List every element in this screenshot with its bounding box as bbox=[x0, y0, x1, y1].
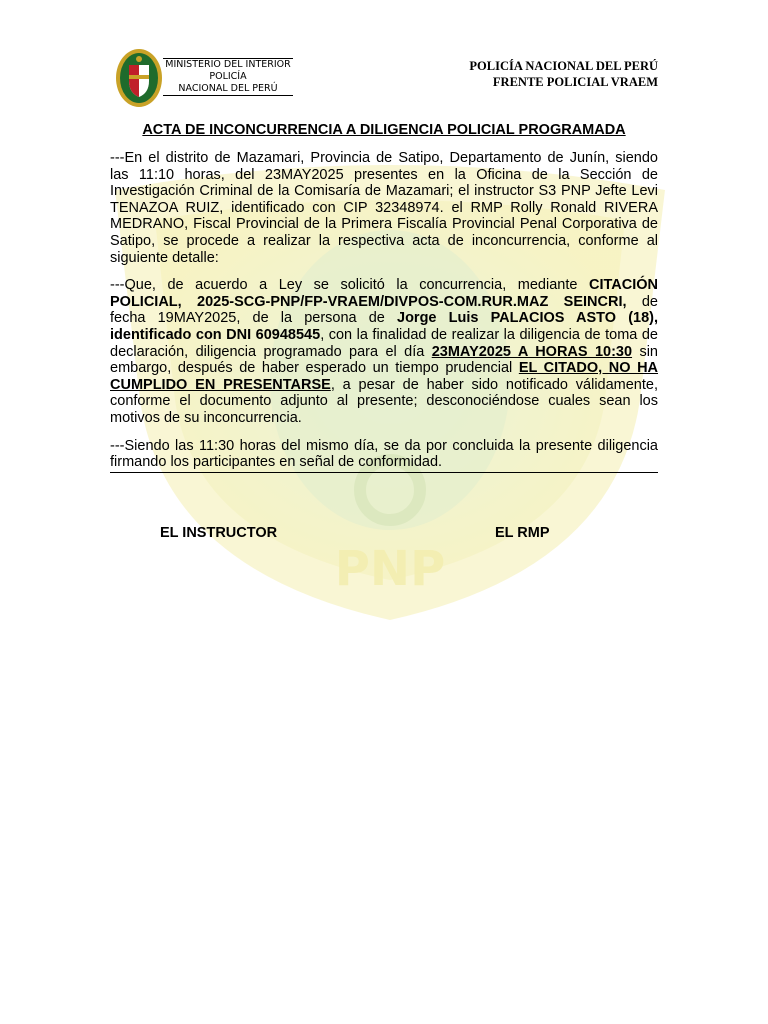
watermark-text: PNP bbox=[334, 541, 446, 597]
p2-citation: CITACIÓN POLICIAL, 2025-SCG-PNP/FP-VRAEM/DIVPOS-COM.RUR.MAZ SEINCRI, bbox=[110, 277, 658, 310]
ministry-line1: MINISTERIO DEL INTERIOR bbox=[163, 58, 293, 71]
p2-text-5: , a pesar de haber sido notificado válidamente, conforme el documento adjunto al presente; desconociéndose cuales sean los motivos de su inconcurrencia. bbox=[110, 376, 658, 426]
p2-text-3: , con la finalidad de realizar la diligencia de toma de declaración, diligencia programado para el día bbox=[110, 326, 658, 360]
paragraph-1: ---En el distrito de Mazamari, Provincia de Satipo, Departamento de Junín, siendo las 11:10 horas, del 23MAY2025 presentes en la Oficina de la Sección de Investigación Criminal de la Comisaría de Mazamari; el instructor S3 PNP Jefte Levi TENAZOA RUIZ, identificado con CIP 32348974. el RMP Rolly Ronald RIVERA MEDRANO, Fiscal Provincial de la Primera Fiscalía Provincial Penal Corporativa de Satipo, se procede a realizar la respectiva acta de inconcurrencia, conforme al siguiente detalle: bbox=[110, 150, 658, 266]
p2-person: Jorge Luis PALACIOS ASTO (18), identificado con DNI 60948545 bbox=[110, 310, 659, 343]
p2-text-4: sin embargo, después de haber esperado un tiempo prudencial bbox=[110, 343, 658, 377]
paragraph-3: ---Siendo las 11:30 horas del mismo día, se da por concluida la presente diligencia firmando los participantes en señal de conformidad. bbox=[110, 438, 658, 473]
ministry-line2: POLICÍA bbox=[209, 71, 247, 82]
p2-text-1: ---Que, de acuerdo a Ley se solicitó la concurrencia, mediante bbox=[110, 277, 589, 294]
ministry-line3: NACIONAL DEL PERÚ bbox=[163, 83, 293, 96]
signature-rmp: EL RMP bbox=[495, 525, 550, 541]
paragraph-2 bbox=[110, 277, 658, 426]
organization-heading bbox=[469, 58, 658, 90]
document-body bbox=[110, 122, 658, 484]
p2-text-2: de fecha 19MAY2025, de la persona de bbox=[110, 293, 658, 327]
p2-scheduled-date: 23MAY2025 A HORAS 10:30 bbox=[431, 343, 633, 360]
org-line1: POLICÍA NACIONAL DEL PERÚ bbox=[469, 59, 658, 73]
police-shield-icon bbox=[115, 47, 163, 109]
document-header bbox=[110, 45, 658, 110]
document-title: ACTA DE INCONCURRENCIA A DILIGENCIA POLICIAL PROGRAMADA bbox=[142, 122, 626, 138]
org-line2: FRENTE POLICIAL VRAEM bbox=[492, 75, 658, 89]
signature-block bbox=[110, 525, 658, 545]
ministry-text bbox=[163, 58, 293, 96]
signature-instructor: EL INSTRUCTOR bbox=[160, 525, 278, 541]
p2-non-attendance: EL CITADO, NO HA CUMPLIDO EN PRESENTARSE bbox=[110, 360, 659, 393]
ministry-logo bbox=[115, 45, 295, 110]
